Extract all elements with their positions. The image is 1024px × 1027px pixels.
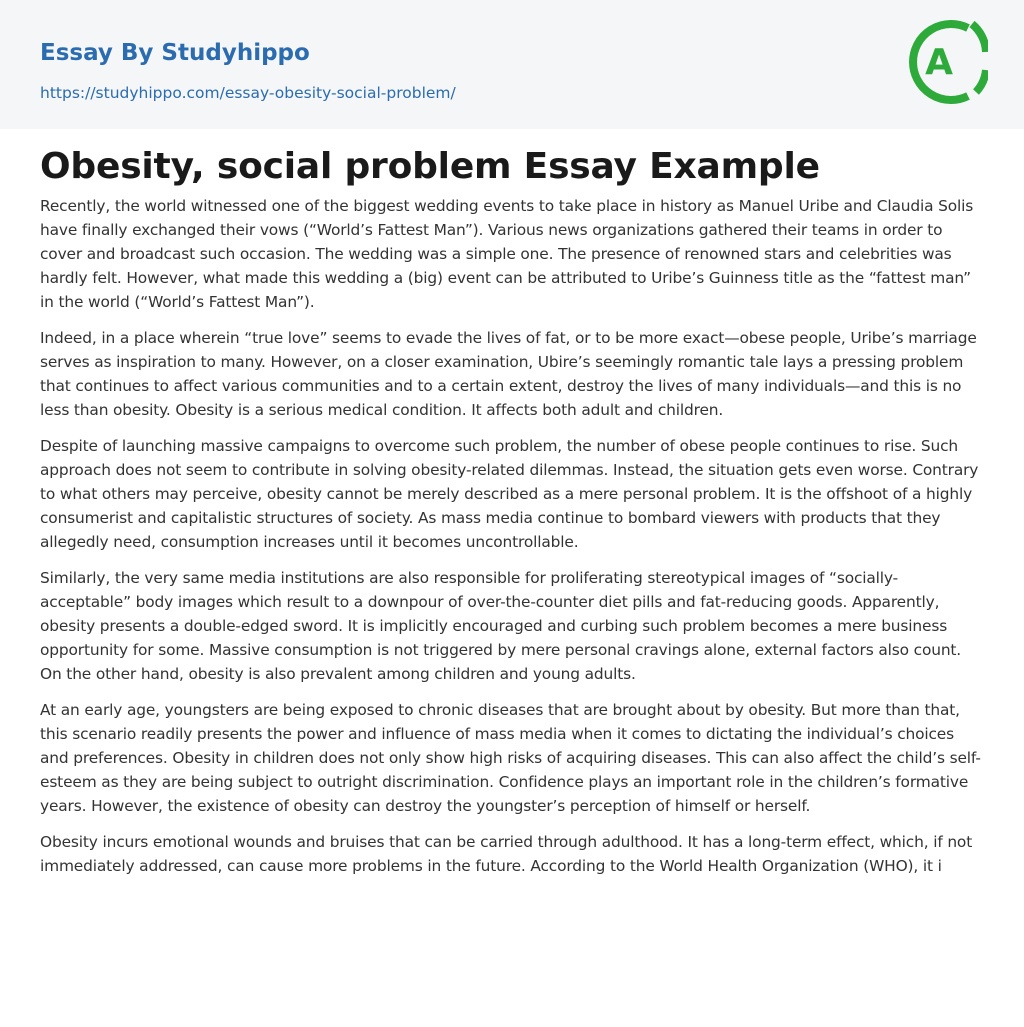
essay-paragraph: Obesity incurs emotional wounds and bruises that can be carried through adulthood. It has a long-term effect, which, if not immediately addressed, can cause more problems in the future. According to the World Health Organization (WHO), it i [40, 833, 973, 875]
essay-paragraph: Similarly, the very same media institutions are also responsible for proliferating stereotypical images of “socially-acceptable” body images which result to a downpour of over-the-counter diet pills and fat-reducing goods. Apparently, obesity presents a double-edged sword. It is implicitly encouraged and curbing such problem becomes a mere business opportunity for some. Massive consumption is not triggered by mere personal cravings alone, external factors also count. On the other hand, obesity is also prevalent among children and young adults. [40, 569, 962, 683]
essay-paragraph: At an early age, youngsters are being exposed to chronic diseases that are brought about by obesity. But more than that, this scenario readily presents the power and influence of mass media when it comes to dictating the individual’s choices and preferences. Obesity in children does not only show high risks of acquiring diseases. This can also affect the child’s self-esteem as they are being subject to outright discrimination. Confidence plays an important role in the children’s formative years. However, the existence of obesity can destroy the youngster’s perception of himself or herself. [40, 701, 981, 815]
logo-letter: A [925, 42, 953, 83]
essay-body [40, 194, 986, 890]
studyhippo-logo-icon[interactable] [906, 18, 988, 106]
source-url-link[interactable]: https://studyhippo.com/essay-obesity-social-problem/ [40, 84, 456, 102]
essay-paragraph: Indeed, in a place wherein “true love” seems to evade the lives of fat, or to be more exact—obese people, Uribe’s marriage serves as inspiration to many. However, on a closer examination, Ubire’s seemingly romantic tale lays a pressing problem that continues to affect various communities and to a certain extent, destroy the lives of many individuals—and this is no less than obesity. Obesity is a serious medical condition. It affects both adult and children. [40, 329, 977, 419]
page-title: Obesity, social problem Essay Example [40, 146, 820, 187]
brand-title[interactable]: Essay By Studyhippo [40, 40, 310, 66]
essay-paragraph: Recently, the world witnessed one of the biggest wedding events to take place in history as Manuel Uribe and Claudia Solis have finally exchanged their vows (“World’s Fattest Man”). Various news organizations gathered their teams in order to cover and broadcast such occasion. The wedding was a simple one. The presence of renowned stars and celebrities was hardly felt. However, what made this wedding a (big) event can be attributed to Uribe’s Guinness title as the “fattest man” in the world (“World’s Fattest Man”). [40, 197, 974, 311]
essay-paragraph: Despite of launching massive campaigns to overcome such problem, the number of obese people continues to rise. Such approach does not seem to contribute in solving obesity-related dilemmas. Instead, the situation gets even worse. Contrary to what others may perceive, obesity cannot be merely described as a mere personal problem. It is the offshoot of a highly consumerist and capitalistic structures of society. As mass media continue to bombard viewers with products that they allegedly need, consumption increases until it becomes uncontrollable. [40, 437, 979, 551]
